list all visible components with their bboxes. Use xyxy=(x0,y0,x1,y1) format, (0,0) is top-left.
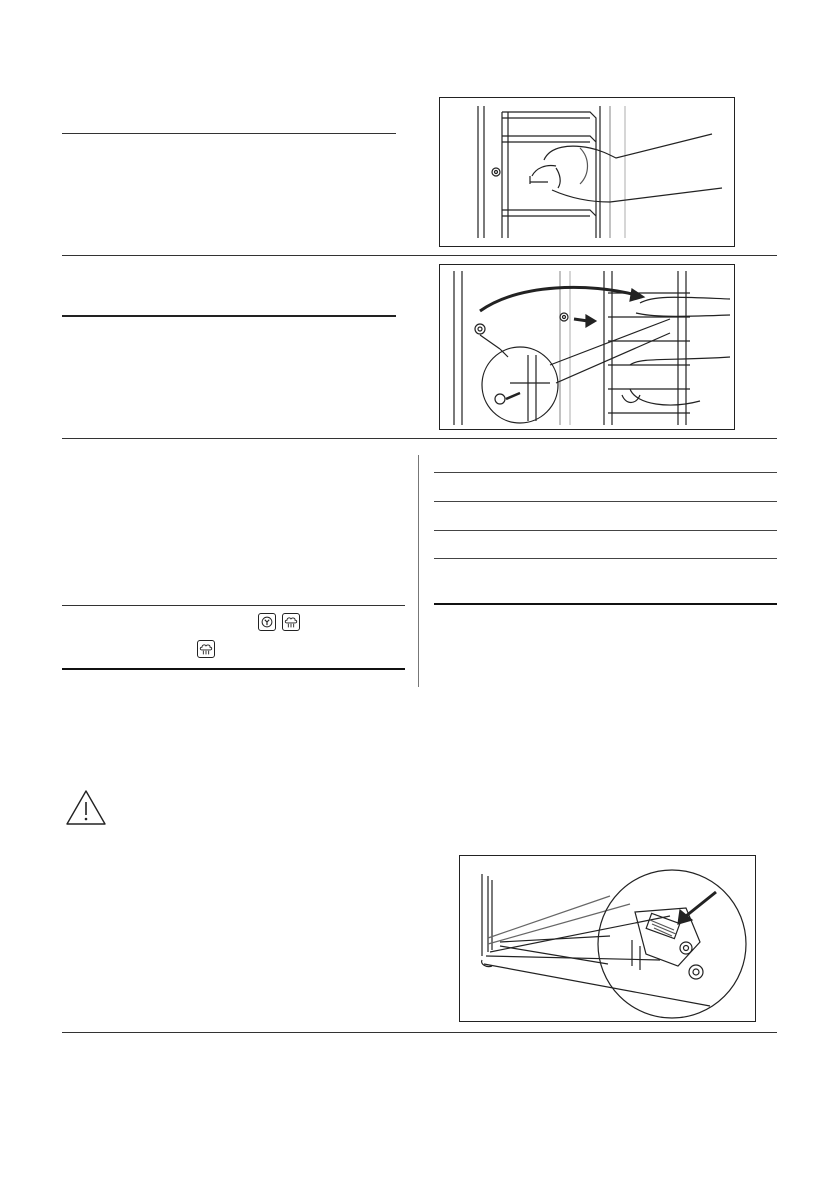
section-divider-3 xyxy=(62,1032,777,1033)
shelf-support-removal-figure xyxy=(439,97,735,247)
door-hinge-lock-drawing xyxy=(460,856,755,1021)
right-table-rule-1 xyxy=(434,472,777,473)
shelf-support-install-drawing xyxy=(440,265,734,429)
shelf-support-removal-drawing xyxy=(440,98,734,246)
fan-icon xyxy=(258,613,276,631)
right-table-rule-2 xyxy=(434,501,777,502)
left-table-rule-bottom xyxy=(62,668,405,670)
door-hinge-lock-figure xyxy=(459,855,756,1022)
section-rule-1 xyxy=(62,133,396,134)
steam-icon xyxy=(282,613,300,631)
warning-triangle-icon xyxy=(65,789,107,827)
right-table-rule-3 xyxy=(434,530,777,531)
steam-icon xyxy=(197,640,215,658)
column-divider xyxy=(418,455,419,687)
section-divider-2 xyxy=(62,438,777,439)
right-table-rule-4 xyxy=(434,558,777,559)
right-table-rule-bottom xyxy=(434,603,777,605)
left-table-rule-top xyxy=(62,605,405,606)
section-rule-2 xyxy=(62,315,396,317)
shelf-support-install-figure xyxy=(439,264,735,430)
section-divider-1 xyxy=(62,255,777,256)
